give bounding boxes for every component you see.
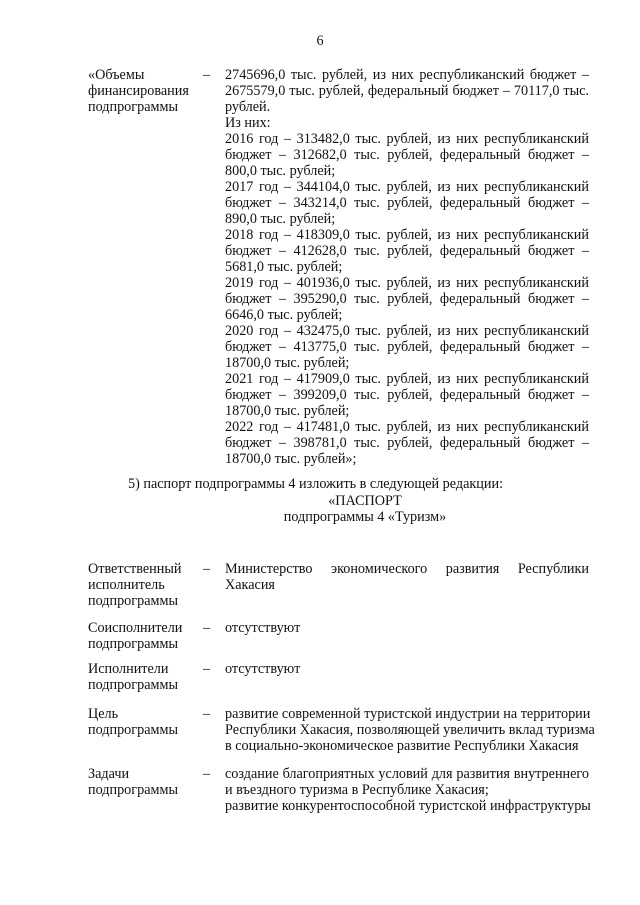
funding-label-line: подпрограммы: [88, 99, 178, 115]
passport-row-label-line: исполнитель: [88, 577, 165, 593]
passport-row-dash: –: [203, 561, 211, 577]
text-line: 2019 год – 401936,0 тыс. рублей, из них республиканский: [225, 275, 589, 291]
text-line: рублей.: [225, 99, 271, 115]
text-line: 18700,0 тыс. рублей;: [225, 355, 350, 371]
text-line: создание благоприятных условий для развития внутреннего: [225, 766, 589, 782]
passport-row-dash: –: [203, 766, 211, 782]
text-line: 2022 год – 417481,0 тыс. рублей, из них республиканский: [225, 419, 589, 435]
passport-row-label-line: Соисполнители: [88, 620, 183, 636]
text-line: 18700,0 тыс. рублей»;: [225, 451, 357, 467]
passport-row-label-line: Ответственный: [88, 561, 182, 577]
text-line: 890,0 тыс. рублей;: [225, 211, 336, 227]
text-line: 2018 год – 418309,0 тыс. рублей, из них республиканский: [225, 227, 589, 243]
text-line: и въездного туризма в Республике Хакасия;: [225, 782, 489, 798]
text-line: развитие современной туристской индустрии на территории: [225, 706, 591, 722]
text-line: развитие конкурентоспособной туристской инфраструктуры: [225, 798, 591, 814]
text-line: отсутствуют: [225, 661, 301, 677]
funding-label-line: «Объемы: [88, 67, 145, 83]
passport-row-label-line: Исполнители: [88, 661, 169, 677]
passport-row-label-line: подпрограммы: [88, 636, 178, 652]
text-line: 2020 год – 432475,0 тыс. рублей, из них республиканский: [225, 323, 589, 339]
page-number: 6: [316, 33, 324, 49]
text-line: 6646,0 тыс. рублей;: [225, 307, 343, 323]
text-line: 2675579,0 тыс. рублей, федеральный бюджет – 70117,0 тыс.: [225, 83, 589, 99]
text-line: 18700,0 тыс. рублей;: [225, 403, 350, 419]
text-line: 800,0 тыс. рублей;: [225, 163, 336, 179]
text-line: Республики Хакасия, позволяющей увеличить вклад туризма: [225, 722, 595, 738]
text-line: бюджет – 395290,0 тыс. рублей, федеральный бюджет –: [225, 291, 589, 307]
funding-label-line: финансирования: [88, 83, 189, 99]
text-line: бюджет – 412628,0 тыс. рублей, федеральный бюджет –: [225, 243, 589, 259]
text-line: бюджет – 413775,0 тыс. рублей, федеральный бюджет –: [225, 339, 589, 355]
passport-row-label-line: подпрограммы: [88, 782, 178, 798]
text-line: Из них:: [225, 115, 271, 131]
text-line: 2016 год – 313482,0 тыс. рублей, из них республиканский: [225, 131, 589, 147]
text-line: бюджет – 398781,0 тыс. рублей, федеральный бюджет –: [225, 435, 589, 451]
item-5-text: 5) паспорт подпрограммы 4 изложить в следующей редакции:: [128, 476, 504, 492]
text-line: 5681,0 тыс. рублей;: [225, 259, 343, 275]
passport-row-label-line: подпрограммы: [88, 722, 178, 738]
passport-row-dash: –: [203, 661, 211, 677]
passport-title: «ПАСПОРТ: [328, 493, 402, 509]
text-line: бюджет – 399209,0 тыс. рублей, федеральный бюджет –: [225, 387, 589, 403]
text-line: 2017 год – 344104,0 тыс. рублей, из них республиканский: [225, 179, 589, 195]
passport-row-label-line: подпрограммы: [88, 677, 178, 693]
passport-row-label-line: Задачи: [88, 766, 130, 782]
text-line: Хакасия: [225, 577, 275, 593]
text-line: бюджет – 312682,0 тыс. рублей, федеральный бюджет –: [225, 147, 589, 163]
passport-row-dash: –: [203, 706, 211, 722]
text-line: в социально-экономическое развитие Республики Хакасия: [225, 738, 579, 754]
text-line: отсутствуют: [225, 620, 301, 636]
passport-row-label-line: подпрограммы: [88, 593, 178, 609]
text-line: 2745696,0 тыс. рублей, из них республиканский бюджет –: [225, 67, 589, 83]
passport-row-label-line: Цель: [88, 706, 119, 722]
text-line: Министерство экономического развития Республики: [225, 561, 589, 577]
passport-subtitle: подпрограммы 4 «Туризм»: [283, 509, 447, 525]
funding-dash: –: [203, 67, 211, 83]
text-line: 2021 год – 417909,0 тыс. рублей, из них республиканский: [225, 371, 589, 387]
text-line: бюджет – 343214,0 тыс. рублей, федеральный бюджет –: [225, 195, 589, 211]
passport-row-dash: –: [203, 620, 211, 636]
